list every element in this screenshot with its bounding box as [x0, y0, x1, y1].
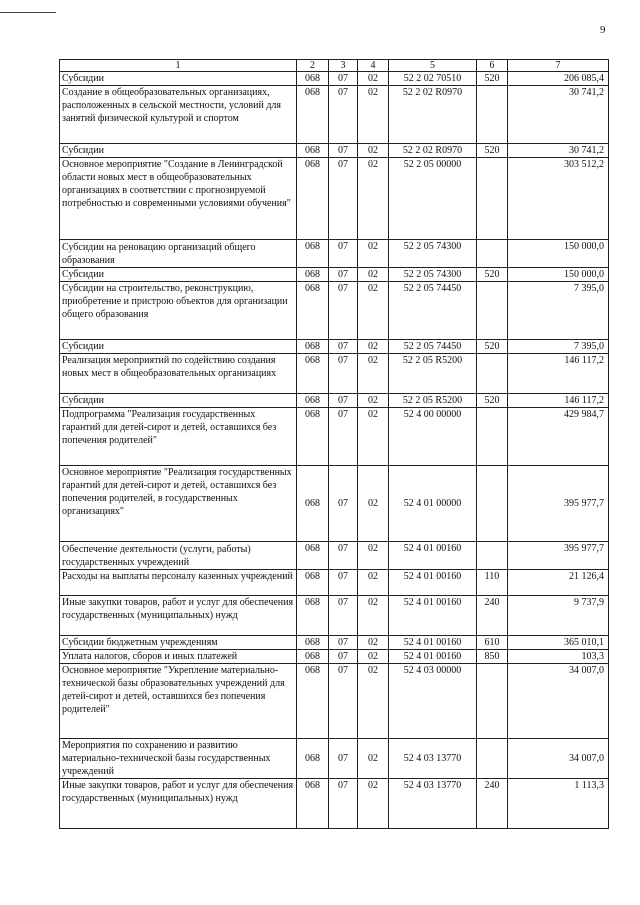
row-cell-3: 07: [329, 144, 358, 158]
row-cell-3: 07: [329, 394, 358, 408]
row-cell-6: 520: [477, 72, 508, 86]
table-row: [60, 408, 609, 466]
row-name-cell: Реализация мероприятий по содействию создания новых мест в общеобразовательных организациях: [60, 354, 297, 394]
row-cell-3: 07: [329, 340, 358, 354]
row-cell-6: [477, 408, 508, 466]
row-cell-2: 068: [297, 86, 329, 144]
row-cell-4: 02: [358, 739, 389, 779]
row-cell-3: 07: [329, 636, 358, 650]
row-cell-3: 07: [329, 158, 358, 240]
row-cell-4: 02: [358, 72, 389, 86]
table-row: [60, 144, 609, 158]
row-cell-7: 1 113,3: [508, 779, 609, 829]
table-row: [60, 394, 609, 408]
row-cell-5: 52 2 05 74450: [389, 340, 477, 354]
row-cell-6: 520: [477, 340, 508, 354]
row-cell-5: 52 2 05 74300: [389, 268, 477, 282]
row-cell-6: [477, 86, 508, 144]
row-cell-2: 068: [297, 144, 329, 158]
table-row: [60, 636, 609, 650]
row-cell-2: 068: [297, 570, 329, 596]
row-cell-4: 02: [358, 268, 389, 282]
row-cell-5: 52 4 01 00000: [389, 466, 477, 542]
row-cell-2: 068: [297, 394, 329, 408]
row-cell-2: 068: [297, 268, 329, 282]
row-cell-4: 02: [358, 779, 389, 829]
row-name-cell: Субсидии: [60, 340, 297, 354]
row-cell-2: 068: [297, 779, 329, 829]
row-cell-2: 068: [297, 596, 329, 636]
table-row: [60, 72, 609, 86]
row-cell-7: 7 395,0: [508, 340, 609, 354]
row-name-cell: Расходы на выплаты персоналу казенных учреждений: [60, 570, 297, 596]
table-row: [60, 570, 609, 596]
table-row: [60, 542, 609, 570]
row-cell-6: 240: [477, 779, 508, 829]
row-cell-3: 07: [329, 596, 358, 636]
row-cell-5: 52 4 03 00000: [389, 664, 477, 739]
row-cell-4: 02: [358, 354, 389, 394]
row-cell-3: 07: [329, 739, 358, 779]
row-cell-7: 206 085,4: [508, 72, 609, 86]
row-name-cell: Обеспечение деятельности (услуги, работы) государственных учреждений: [60, 542, 297, 570]
row-name-cell: Иные закупки товаров, работ и услуг для обеспечения государственных (муниципальных) нужд: [60, 779, 297, 829]
row-cell-7: 146 117,2: [508, 354, 609, 394]
row-cell-3: 07: [329, 650, 358, 664]
row-cell-4: 02: [358, 340, 389, 354]
row-name-cell: Основное мероприятие "Реализация государственных гарантий для детей-сирот и детей, оставшихся без попечения родителей, в государственных организациях": [60, 466, 297, 542]
row-cell-2: 068: [297, 650, 329, 664]
row-cell-5: 52 2 05 74450: [389, 282, 477, 340]
row-cell-7: 146 117,2: [508, 394, 609, 408]
row-name-cell: Субсидии: [60, 268, 297, 282]
row-name-cell: Субсидии: [60, 72, 297, 86]
table-row: [60, 282, 609, 340]
row-cell-7: 34 007,0: [508, 739, 609, 779]
table-row: [60, 596, 609, 636]
row-cell-4: 02: [358, 86, 389, 144]
row-cell-6: 520: [477, 144, 508, 158]
row-cell-2: 068: [297, 340, 329, 354]
table-row: [60, 158, 609, 240]
row-name-cell: Создание в общеобразовательных организациях, расположенных в сельской местности, условий для занятий физической культурой и спортом: [60, 86, 297, 144]
row-cell-5: 52 2 02 70510: [389, 72, 477, 86]
row-cell-3: 07: [329, 408, 358, 466]
row-cell-5: 52 2 02 R0970: [389, 86, 477, 144]
table-row: [60, 268, 609, 282]
row-cell-6: 110: [477, 570, 508, 596]
row-cell-6: [477, 158, 508, 240]
table-row: [60, 779, 609, 829]
row-cell-5: 52 4 00 00000: [389, 408, 477, 466]
row-cell-5: 52 2 05 R5200: [389, 354, 477, 394]
row-cell-3: 07: [329, 570, 358, 596]
row-cell-6: [477, 354, 508, 394]
row-cell-4: 02: [358, 650, 389, 664]
row-cell-3: 07: [329, 466, 358, 542]
row-cell-2: 068: [297, 466, 329, 542]
header-cell-3: 3: [329, 60, 358, 72]
row-cell-2: 068: [297, 408, 329, 466]
row-cell-4: 02: [358, 596, 389, 636]
row-cell-2: 068: [297, 240, 329, 268]
row-cell-3: 07: [329, 779, 358, 829]
row-name-cell: Субсидии на строительство, реконструкцию, приобретение и пристрою объектов для организации общего образования: [60, 282, 297, 340]
row-cell-7: 395 977,7: [508, 466, 609, 542]
table-row: [60, 739, 609, 779]
row-cell-7: 365 010,1: [508, 636, 609, 650]
row-cell-4: 02: [358, 240, 389, 268]
row-cell-5: 52 4 03 13770: [389, 739, 477, 779]
row-cell-4: 02: [358, 466, 389, 542]
row-cell-3: 07: [329, 664, 358, 739]
row-name-cell: Уплата налогов, сборов и иных платежей: [60, 650, 297, 664]
row-cell-5: 52 2 05 00000: [389, 158, 477, 240]
row-cell-2: 068: [297, 282, 329, 340]
row-cell-3: 07: [329, 268, 358, 282]
row-cell-2: 068: [297, 636, 329, 650]
table-row: [60, 466, 609, 542]
table-row: [60, 650, 609, 664]
row-cell-2: 068: [297, 664, 329, 739]
row-cell-6: [477, 466, 508, 542]
row-cell-6: [477, 664, 508, 739]
top-rule: [0, 12, 56, 13]
row-cell-3: 07: [329, 72, 358, 86]
row-cell-5: 52 2 05 R5200: [389, 394, 477, 408]
row-cell-5: 52 4 01 00160: [389, 542, 477, 570]
row-cell-6: 850: [477, 650, 508, 664]
row-cell-4: 02: [358, 158, 389, 240]
row-name-cell: Подпрограмма "Реализация государственных гарантий для детей-сирот и детей, оставшихся без попечения родителей": [60, 408, 297, 466]
row-cell-7: 303 512,2: [508, 158, 609, 240]
row-cell-4: 02: [358, 664, 389, 739]
row-cell-4: 02: [358, 542, 389, 570]
row-cell-2: 068: [297, 72, 329, 86]
row-cell-7: 150 000,0: [508, 268, 609, 282]
row-cell-6: 240: [477, 596, 508, 636]
row-cell-2: 068: [297, 158, 329, 240]
row-cell-6: 520: [477, 268, 508, 282]
row-cell-2: 068: [297, 542, 329, 570]
row-cell-7: 150 000,0: [508, 240, 609, 268]
row-cell-3: 07: [329, 240, 358, 268]
row-name-cell: Основное мероприятие "Укрепление материально-технической базы образовательных учреждений для детей-сирот и детей, оставшихся без попечения родителей": [60, 664, 297, 739]
header-cell-6: 6: [477, 60, 508, 72]
row-name-cell: Субсидии: [60, 144, 297, 158]
row-cell-7: 395 977,7: [508, 542, 609, 570]
table-row: [60, 340, 609, 354]
row-cell-6: 520: [477, 394, 508, 408]
row-cell-4: 02: [358, 394, 389, 408]
header-cell-5: 5: [389, 60, 477, 72]
row-name-cell: Субсидии на реновацию организаций общего образования: [60, 240, 297, 268]
row-cell-3: 07: [329, 282, 358, 340]
row-cell-7: 30 741,2: [508, 86, 609, 144]
table-row: [60, 240, 609, 268]
budget-table: [59, 59, 609, 829]
row-cell-5: 52 2 02 R0970: [389, 144, 477, 158]
row-cell-6: [477, 240, 508, 268]
header-cell-2: 2: [297, 60, 329, 72]
row-name-cell: Субсидии бюджетным учреждениям: [60, 636, 297, 650]
row-cell-6: [477, 542, 508, 570]
table-row: [60, 86, 609, 144]
table-header-row: [60, 60, 609, 72]
row-cell-5: 52 4 03 13770: [389, 779, 477, 829]
row-cell-6: [477, 739, 508, 779]
header-cell-1: 1: [60, 60, 297, 72]
row-cell-4: 02: [358, 408, 389, 466]
row-cell-6: [477, 282, 508, 340]
row-cell-7: 21 126,4: [508, 570, 609, 596]
row-cell-7: 429 984,7: [508, 408, 609, 466]
row-cell-5: 52 4 01 00160: [389, 570, 477, 596]
row-cell-2: 068: [297, 354, 329, 394]
row-cell-5: 52 4 01 00160: [389, 650, 477, 664]
row-cell-7: 103,3: [508, 650, 609, 664]
row-cell-7: 7 395,0: [508, 282, 609, 340]
row-cell-3: 07: [329, 354, 358, 394]
row-name-cell: Иные закупки товаров, работ и услуг для обеспечения государственных (муниципальных) нужд: [60, 596, 297, 636]
row-cell-7: 30 741,2: [508, 144, 609, 158]
row-cell-7: 9 737,9: [508, 596, 609, 636]
header-cell-7: 7: [508, 60, 609, 72]
row-cell-3: 07: [329, 86, 358, 144]
row-name-cell: Мероприятия по сохранению и развитию материально-технической базы государственных учреждений: [60, 739, 297, 779]
header-cell-4: 4: [358, 60, 389, 72]
table-row: [60, 354, 609, 394]
row-cell-4: 02: [358, 144, 389, 158]
row-name-cell: Основное мероприятие "Создание в Ленинградской области новых мест в общеобразовательных организациях в соответствии с прогнозируемой потребностью и современными условиями обучения": [60, 158, 297, 240]
row-cell-5: 52 4 01 00160: [389, 596, 477, 636]
row-cell-3: 07: [329, 542, 358, 570]
row-cell-4: 02: [358, 570, 389, 596]
row-cell-2: 068: [297, 739, 329, 779]
row-cell-6: 610: [477, 636, 508, 650]
row-cell-5: 52 4 01 00160: [389, 636, 477, 650]
row-cell-4: 02: [358, 282, 389, 340]
page-number: 9: [600, 24, 606, 36]
table-row: [60, 664, 609, 739]
row-cell-5: 52 2 05 74300: [389, 240, 477, 268]
row-cell-7: 34 007,0: [508, 664, 609, 739]
row-cell-4: 02: [358, 636, 389, 650]
row-name-cell: Субсидии: [60, 394, 297, 408]
